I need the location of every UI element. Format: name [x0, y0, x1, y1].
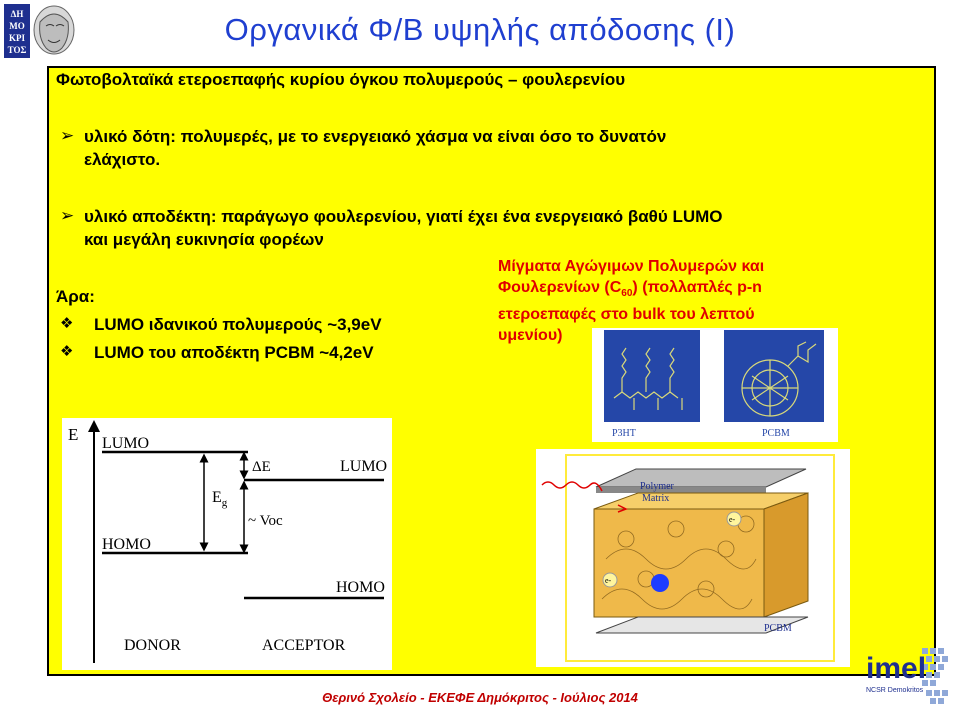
intro-text: Φωτοβολταϊκά ετεροεπαφής κυρίου όγκου πολυμερούς – φουλερενίου: [56, 70, 626, 89]
diamond-bullet-icon: ❖: [60, 343, 74, 360]
arrow-bullet-icon: ➢: [60, 206, 75, 225]
delta-e-label: ΔE: [252, 459, 271, 475]
svg-text:ΚΡΙ: ΚΡΙ: [8, 33, 26, 43]
eg-label: $E_g$: [212, 489, 228, 509]
diamond-bullet-icon: ❖: [60, 315, 74, 332]
svg-text:ΜΟ: ΜΟ: [9, 21, 25, 31]
voc-label: ~ Voc: [248, 513, 283, 529]
sub-bullet-lumo-pcbm: LUMO του αποδέκτη PCBM ~4,2eV: [94, 343, 374, 362]
svg-text:ΤΟΣ: ΤΟΣ: [7, 45, 27, 55]
donor-homo-label: HOMO: [102, 536, 151, 553]
matrix-label: Matrix: [642, 493, 670, 504]
donor-label: DONOR: [124, 637, 181, 654]
pcbm-device-label: PCBM: [764, 623, 792, 634]
acceptor-lumo-label: LUMO: [340, 458, 388, 475]
page-title: Οργανικά Φ/Β υψηλής απόδοσης (Ι): [224, 12, 736, 47]
demokritos-logo: [4, 4, 80, 58]
device-schematic: [536, 449, 850, 667]
bullet-donor-line2: ελάχιστο.: [84, 150, 161, 169]
bullet-acceptor-line2: και μεγάλη ευκινησία φορέων: [84, 230, 324, 249]
axis-label-e: E: [68, 425, 79, 444]
ara-label: Άρα:: [56, 287, 95, 306]
arrow-bullet-icon: ➢: [60, 126, 75, 145]
imel-logo-subtext: NCSR Demokritos: [866, 687, 924, 694]
imel-logo-text: imel: [866, 652, 927, 685]
svg-text:ΔΗ: ΔΗ: [10, 9, 24, 19]
bullet-donor-line1: υλικό δότη: πολυμερές, με το ενεργειακό χάσμα να είναι όσο το δυνατόν: [84, 127, 667, 146]
bullet-acceptor-line1: υλικό αποδέκτη: παράγωγο φουλερενίου, γιατί έχει ένα ενεργειακό βαθύ LUMO: [84, 207, 723, 226]
pcbm-molecule-label: PCBM: [762, 428, 790, 439]
p3ht-label: P3HT: [612, 428, 636, 439]
sub-bullet-lumo-polymer: LUMO ιδανικού πολυμερούς ~3,9eV: [94, 315, 382, 334]
electron-label-2: e-: [729, 515, 736, 524]
molecule-structures: [592, 328, 838, 442]
donor-lumo-label: LUMO: [102, 435, 150, 452]
blend-caption-line3: ετεροεπαφές στο bulk του λεπτού: [498, 306, 755, 324]
blend-caption-line1: Μίγματα Αγώγιμων Πολυμερών και: [498, 258, 765, 275]
blend-caption-line4: υμενίου): [498, 327, 563, 345]
acceptor-homo-label: HOMO: [336, 579, 385, 596]
energy-level-diagram: [62, 418, 392, 670]
imel-logo: [862, 640, 958, 718]
acceptor-label: ACCEPTOR: [262, 637, 346, 654]
footer-text: Θερινό Σχολείο - ΕΚΕΦΕ Δημόκριτος - Ιούλιος 2014: [322, 690, 638, 705]
blend-caption-line2: Φουλερενίων $(C_{60})$ (πολλαπλές p-n: [498, 279, 762, 300]
polymer-label: Polymer: [640, 481, 674, 492]
electron-label-1: e-: [605, 576, 612, 585]
